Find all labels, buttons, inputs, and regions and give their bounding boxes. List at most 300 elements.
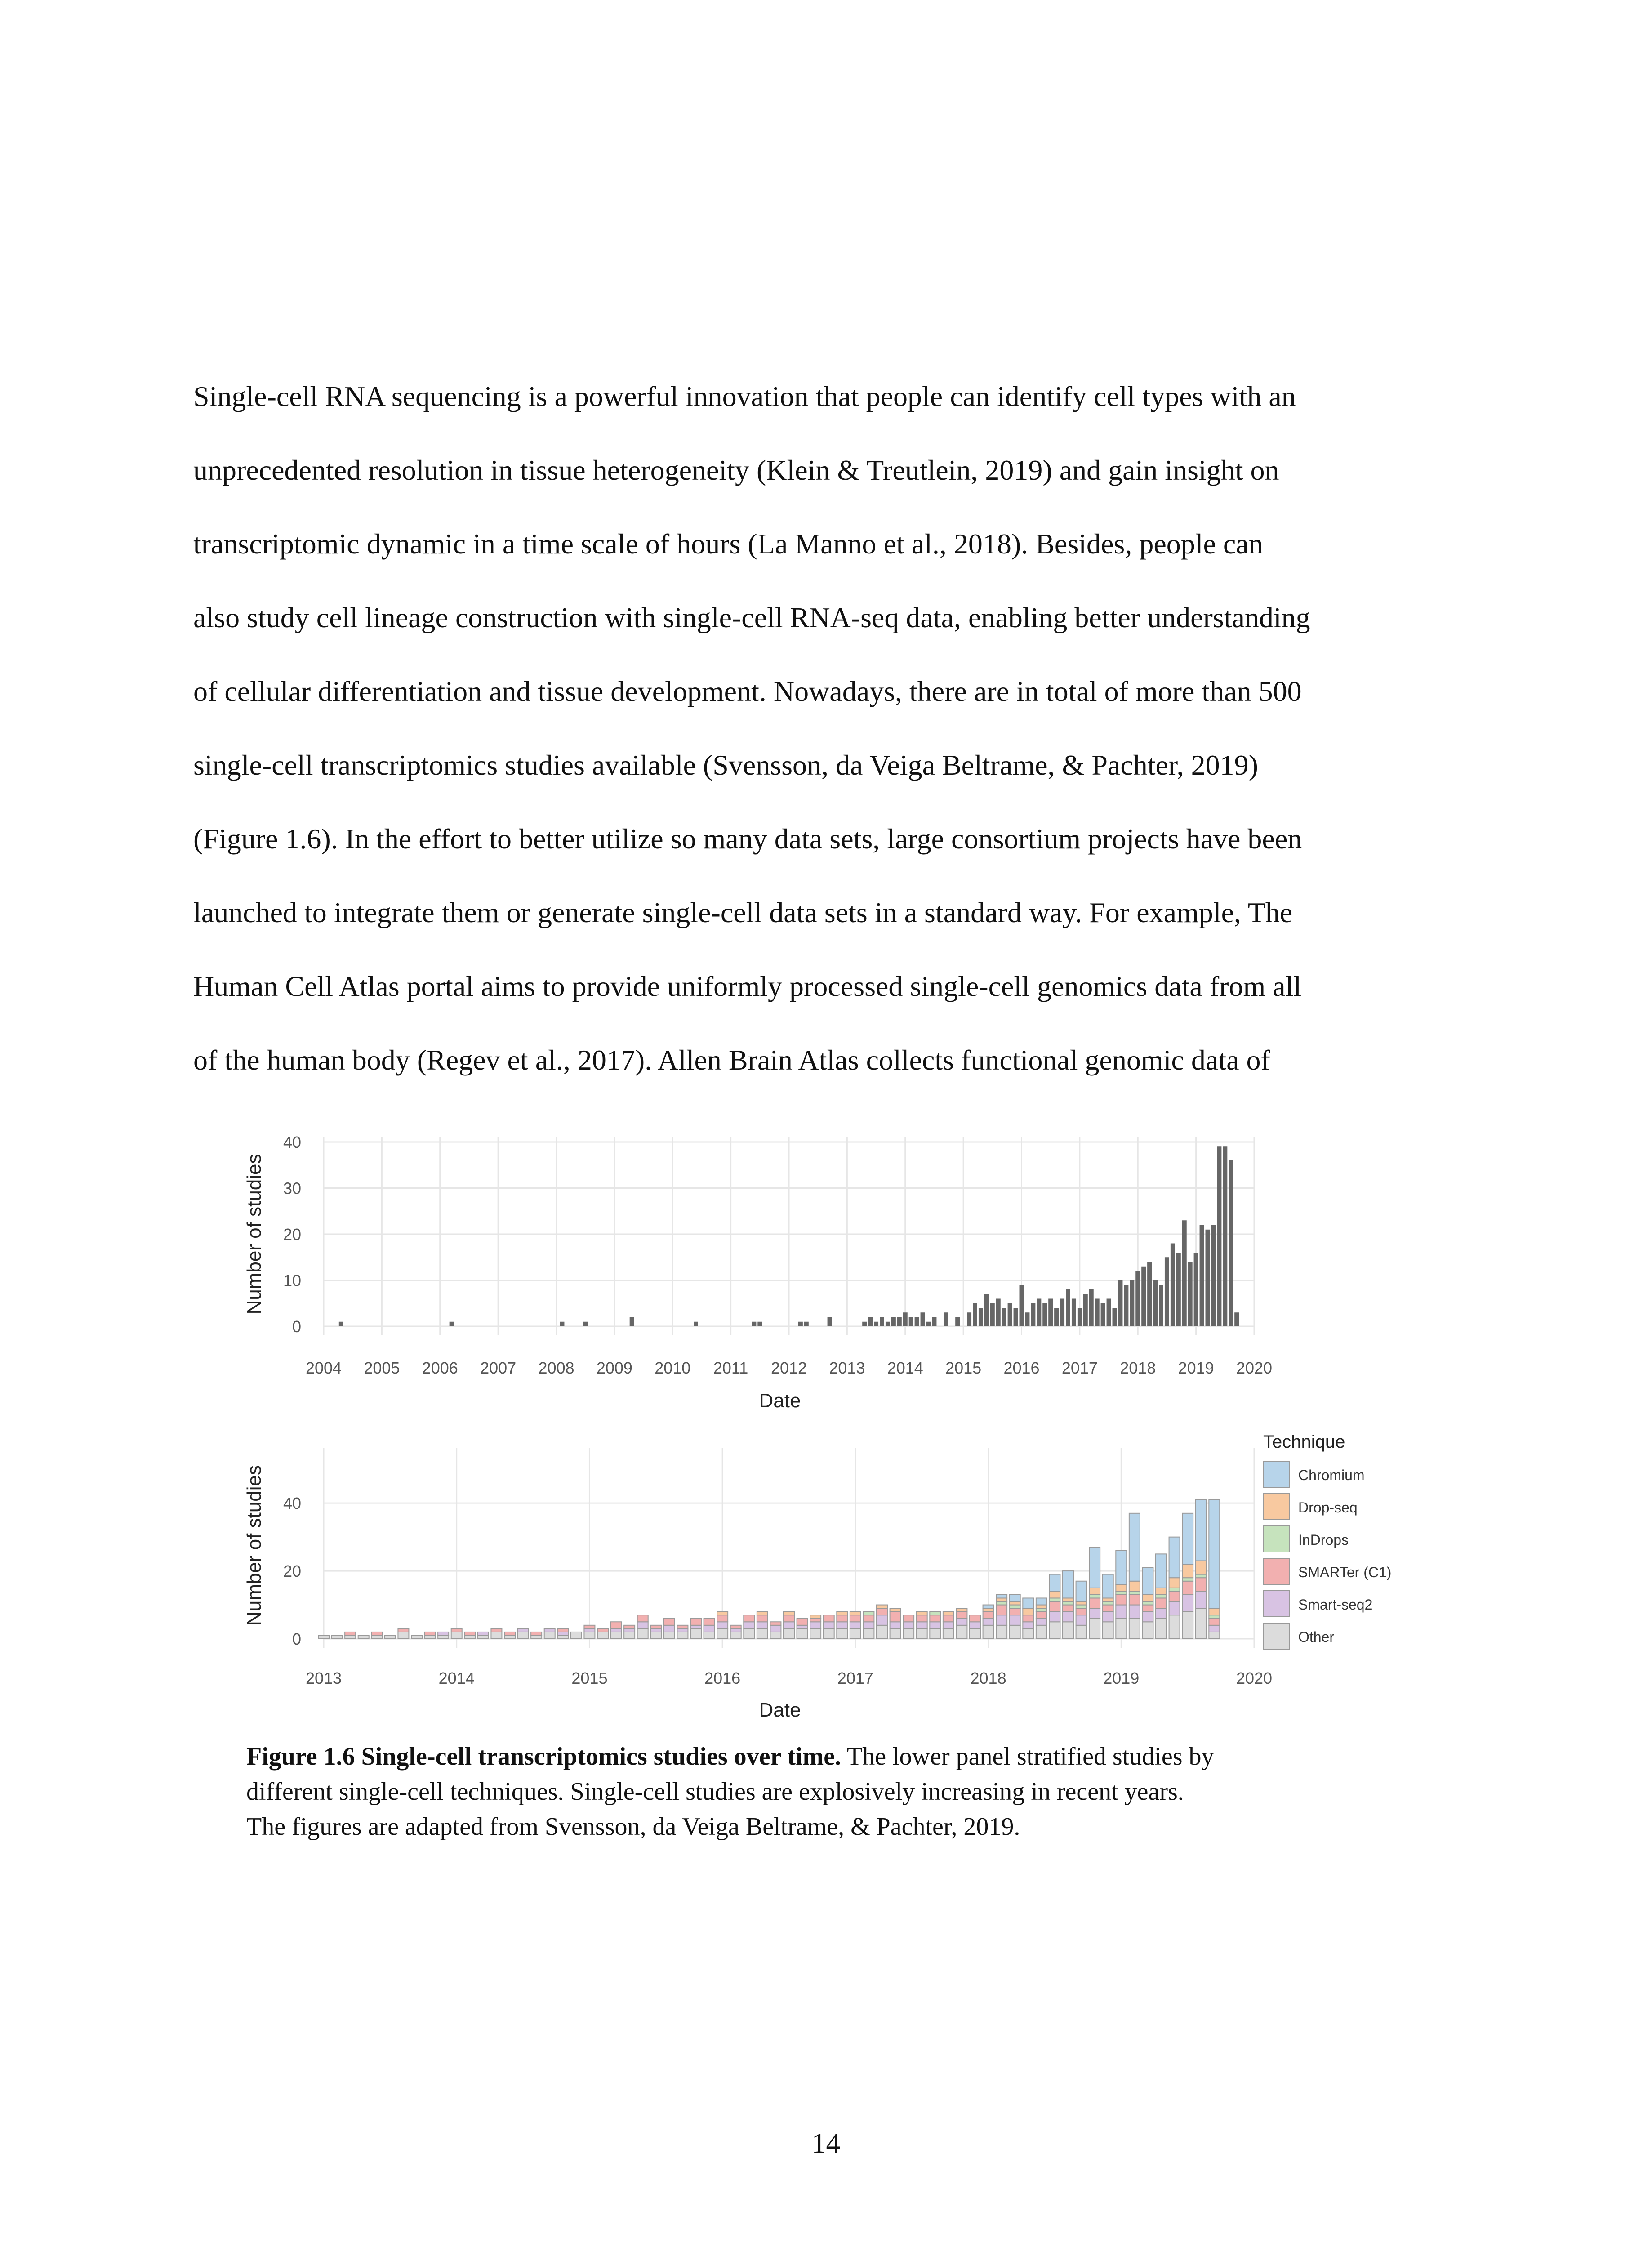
- bar: [1066, 1289, 1070, 1326]
- stacked-bar-segment: [398, 1628, 409, 1632]
- stacked-bar-segment: [1116, 1584, 1127, 1591]
- bar: [868, 1317, 873, 1327]
- stacked-bar-segment: [544, 1628, 555, 1632]
- stacked-bar-segment: [398, 1632, 409, 1639]
- stacked-bar-segment: [996, 1598, 1007, 1601]
- stacked-bar-segment: [863, 1622, 874, 1628]
- body-line: of the human body (Regev et al., 2017). Allen Brain Atlas collects functional genomic data of: [193, 1044, 1270, 1076]
- legend-swatch: [1263, 1591, 1289, 1617]
- stacked-bar-segment: [890, 1628, 901, 1639]
- bar: [909, 1317, 913, 1327]
- stacked-bar-segment: [996, 1625, 1007, 1639]
- bar: [886, 1322, 890, 1326]
- body-line: of cellular differentiation and tissue development. Nowadays, there are in total of more than 500: [193, 675, 1302, 707]
- stacked-bar-segment: [956, 1619, 967, 1625]
- y-tick-label: 40: [283, 1133, 301, 1151]
- legend-swatch: [1263, 1526, 1289, 1552]
- x-tick-label: 2016: [704, 1669, 741, 1687]
- legend-label: Drop-seq: [1298, 1499, 1358, 1516]
- bar: [339, 1322, 343, 1326]
- stacked-bar-segment: [824, 1622, 834, 1628]
- stacked-bar-segment: [1209, 1619, 1220, 1625]
- stacked-bar-segment: [318, 1635, 329, 1639]
- stacked-bar-segment: [1049, 1601, 1060, 1612]
- stacked-bar-segment: [1103, 1622, 1113, 1639]
- bar: [1083, 1294, 1088, 1326]
- figure-charts: [234, 1124, 1392, 1744]
- stacked-bar-segment: [690, 1625, 701, 1629]
- stacked-bar-segment: [837, 1628, 847, 1639]
- bar: [1176, 1253, 1181, 1326]
- stacked-bar-segment: [611, 1632, 622, 1639]
- bar: [880, 1317, 884, 1327]
- page-number: 14: [811, 2127, 841, 2159]
- stacked-bar-segment: [597, 1632, 608, 1639]
- stacked-bar-segment: [863, 1615, 874, 1622]
- stacked-bar-segment: [850, 1612, 861, 1615]
- stacked-bar-segment: [531, 1632, 542, 1636]
- stacked-bar-segment: [611, 1622, 622, 1628]
- stacked-bar-segment: [425, 1635, 436, 1639]
- bar: [967, 1312, 971, 1326]
- stacked-bar-segment: [1196, 1500, 1207, 1561]
- stacked-bar-segment: [637, 1615, 648, 1622]
- stacked-bar-segment: [1142, 1612, 1153, 1622]
- stacked-bar-segment: [1156, 1619, 1167, 1639]
- stacked-bar-segment: [903, 1622, 914, 1628]
- stacked-bar-segment: [983, 1625, 994, 1639]
- stacked-bar-segment: [1142, 1622, 1153, 1639]
- bar: [874, 1322, 878, 1326]
- stacked-bar-segment: [1010, 1625, 1020, 1639]
- stacked-bar-segment: [1196, 1591, 1207, 1608]
- bar: [694, 1322, 698, 1326]
- bar: [1037, 1299, 1041, 1327]
- bar: [1188, 1262, 1193, 1327]
- bar: [1118, 1280, 1122, 1327]
- body-line: transcriptomic dynamic in a time scale of hours (La Manno et al., 2018). Besides, people can: [193, 528, 1263, 560]
- stacked-bar-segment: [983, 1612, 994, 1619]
- caption-line-3: The figures are adapted from Svensson, da Veiga Beltrame, & Pachter, 2019.: [246, 1813, 1020, 1841]
- stacked-bar-segment: [744, 1622, 754, 1628]
- stacked-bar-segment: [650, 1628, 661, 1632]
- bar: [1141, 1267, 1146, 1326]
- y-axis-label: Number of studies: [243, 1154, 265, 1315]
- legend-label: SMARTer (C1): [1298, 1564, 1392, 1580]
- bar: [1165, 1257, 1169, 1326]
- stacked-bar-segment: [1063, 1571, 1073, 1598]
- stacked-bar-segment: [1129, 1581, 1140, 1592]
- stacked-bar-segment: [1103, 1574, 1113, 1598]
- stacked-bar-segment: [1129, 1619, 1140, 1639]
- stacked-bar-segment: [757, 1615, 768, 1622]
- stacked-bar-segment: [1023, 1628, 1033, 1639]
- stacked-bar-segment: [930, 1612, 940, 1615]
- bar: [944, 1312, 948, 1326]
- stacked-bar-segment: [930, 1622, 940, 1628]
- stacked-bar-segment: [1036, 1612, 1047, 1619]
- stacked-bar-segment: [1076, 1605, 1087, 1609]
- bar: [1206, 1230, 1210, 1326]
- body-line: Single-cell RNA sequencing is a powerful innovation that people can identify cell types with an: [193, 380, 1296, 412]
- stacked-bar-segment: [1142, 1605, 1153, 1612]
- stacked-bar-segment: [1103, 1605, 1113, 1612]
- stacked-bar-segment: [1156, 1554, 1167, 1588]
- stacked-bar-segment: [504, 1632, 515, 1636]
- stacked-bar-segment: [770, 1622, 781, 1625]
- stacked-bar-segment: [1103, 1598, 1113, 1601]
- stacked-bar-segment: [1129, 1595, 1140, 1605]
- stacked-bar-segment: [824, 1628, 834, 1639]
- bar: [583, 1322, 588, 1326]
- x-tick-label: 2013: [305, 1669, 342, 1687]
- stacked-bar-segment: [1129, 1513, 1140, 1581]
- stacked-bar-segment: [584, 1625, 595, 1629]
- y-tick-label: 20: [283, 1562, 301, 1581]
- legend-label: InDrops: [1298, 1532, 1349, 1548]
- stacked-bar-segment: [624, 1632, 635, 1639]
- stacked-bar-segment: [1169, 1578, 1180, 1588]
- stacked-bar-segment: [371, 1632, 382, 1636]
- stacked-bar-segment: [837, 1612, 847, 1615]
- stacked-bar-segment: [557, 1632, 568, 1636]
- stacked-bar-segment: [1076, 1581, 1087, 1601]
- stacked-bar-segment: [996, 1615, 1007, 1625]
- stacked-bar-segment: [624, 1625, 635, 1629]
- stacked-bar-segment: [664, 1632, 675, 1639]
- stacked-bar-segment: [677, 1632, 688, 1639]
- stacked-bar-segment: [1089, 1595, 1100, 1598]
- bar: [1124, 1285, 1128, 1326]
- legend-swatch: [1263, 1623, 1289, 1649]
- stacked-bar-segment: [757, 1628, 768, 1639]
- x-tick-label: 2020: [1236, 1669, 1273, 1687]
- stacked-bar-segment: [1023, 1598, 1033, 1608]
- x-tick-label: 2018: [970, 1669, 1006, 1687]
- stacked-bar-segment: [1049, 1591, 1060, 1598]
- stacked-bar-segment: [1156, 1588, 1167, 1595]
- bar: [1031, 1303, 1035, 1326]
- caption-line-1: [246, 1739, 1415, 1774]
- stacked-bar-segment: [1196, 1578, 1207, 1591]
- bar: [798, 1322, 803, 1326]
- x-tick-label: 2015: [571, 1669, 608, 1687]
- stacked-bar-segment: [970, 1615, 980, 1622]
- y-tick-label: 40: [283, 1494, 301, 1513]
- stacked-bar-segment: [983, 1605, 994, 1609]
- stacked-bar-segment: [784, 1628, 794, 1639]
- body-line: also study cell lineage construction with single-cell RNA-seq data, enabling better understanding: [193, 602, 1310, 633]
- x-tick-label: 2018: [1120, 1359, 1156, 1377]
- stacked-bar-segment: [358, 1635, 369, 1639]
- stacked-bar-segment: [744, 1628, 754, 1639]
- legend-title: Technique: [1263, 1432, 1345, 1452]
- stacked-bar-segment: [903, 1628, 914, 1639]
- stacked-bar-segment: [371, 1635, 382, 1639]
- stacked-bar-segment: [1076, 1601, 1087, 1605]
- stacked-bar-segment: [837, 1622, 847, 1628]
- stacked-bar-segment: [770, 1625, 781, 1632]
- x-tick-label: 2014: [887, 1359, 923, 1377]
- stacked-bar-segment: [1010, 1608, 1020, 1615]
- stacked-bar-segment: [1209, 1615, 1220, 1619]
- stacked-bar-segment: [757, 1612, 768, 1615]
- bar: [450, 1322, 454, 1326]
- bar: [752, 1322, 756, 1326]
- stacked-bar-segment: [970, 1622, 980, 1628]
- x-tick-label: 2006: [422, 1359, 458, 1377]
- caption-line-2: different single-cell techniques. Single-cell studies are explosively increasing in recent years.: [246, 1778, 1184, 1806]
- bar: [891, 1317, 896, 1327]
- legend-swatch: [1263, 1558, 1289, 1584]
- stacked-bar-segment: [624, 1628, 635, 1632]
- stacked-bar-segment: [557, 1635, 568, 1639]
- y-tick-label: 0: [292, 1317, 301, 1336]
- stacked-bar-segment: [996, 1601, 1007, 1605]
- stacked-bar-segment: [451, 1632, 462, 1639]
- bar: [1217, 1146, 1221, 1326]
- bar: [1078, 1308, 1082, 1326]
- stacked-bar-segment: [1036, 1598, 1047, 1605]
- stacked-bar-segment: [1129, 1591, 1140, 1595]
- stacked-bar-segment: [943, 1615, 954, 1622]
- bar: [921, 1312, 925, 1326]
- x-tick-label: 2019: [1103, 1669, 1140, 1687]
- bar: [955, 1317, 960, 1327]
- stacked-bar-segment: [797, 1625, 808, 1629]
- stacked-bar-segment: [1049, 1622, 1060, 1639]
- stacked-bar-segment: [478, 1635, 489, 1639]
- stacked-bar-segment: [1182, 1513, 1193, 1564]
- stacked-bar-segment: [917, 1622, 927, 1628]
- stacked-bar-segment: [597, 1628, 608, 1632]
- stacked-bar-segment: [1036, 1608, 1047, 1612]
- stacked-bar-segment: [757, 1622, 768, 1628]
- stacked-bar-segment: [1089, 1588, 1100, 1595]
- stacked-bar-segment: [1089, 1598, 1100, 1608]
- stacked-bar-segment: [1169, 1601, 1180, 1615]
- stacked-bar-segment: [943, 1628, 954, 1639]
- stacked-bar-segment: [810, 1619, 821, 1622]
- stacked-bar-segment: [584, 1632, 595, 1639]
- stacked-bar-segment: [1063, 1601, 1073, 1605]
- stacked-bar-segment: [704, 1619, 715, 1625]
- stacked-bar-segment: [1076, 1615, 1087, 1625]
- x-tick-label: 2007: [480, 1359, 517, 1377]
- stacked-bar-segment: [1010, 1601, 1020, 1605]
- stacked-bar-segment: [730, 1625, 741, 1629]
- stacked-bar-segment: [784, 1612, 794, 1615]
- stacked-bar-segment: [1116, 1551, 1127, 1584]
- bar: [1048, 1299, 1053, 1327]
- stacked-bar-segment: [1023, 1608, 1033, 1615]
- stacked-bar-segment: [1209, 1632, 1220, 1639]
- body-line: launched to integrate them or generate single-cell data sets in a standard way. For example, The: [193, 897, 1293, 928]
- bar: [979, 1308, 983, 1326]
- bar: [1072, 1299, 1076, 1327]
- stacked-bar-segment: [584, 1628, 595, 1632]
- stacked-bar-segment: [930, 1628, 940, 1639]
- stacked-bar-segment: [1169, 1537, 1180, 1578]
- stacked-bar-segment: [943, 1612, 954, 1615]
- y-tick-label: 30: [283, 1179, 301, 1198]
- body-text: [193, 360, 1474, 1097]
- bar: [1089, 1289, 1094, 1326]
- stacked-bar-segment: [1116, 1619, 1127, 1639]
- stacked-bar-segment: [850, 1628, 861, 1639]
- stacked-bar-segment: [1156, 1608, 1167, 1619]
- stacked-bar-segment: [717, 1612, 728, 1615]
- stacked-bar-segment: [1169, 1591, 1180, 1601]
- bar: [1042, 1303, 1047, 1326]
- stacked-bar-segment: [784, 1615, 794, 1622]
- stacked-bar-segment: [1182, 1581, 1193, 1595]
- stacked-bar-segment: [531, 1635, 542, 1639]
- stacked-bar-segment: [1209, 1608, 1220, 1615]
- stacked-bar-segment: [1196, 1574, 1207, 1578]
- stacked-bar-segment: [1036, 1605, 1047, 1609]
- stacked-bar-segment: [943, 1622, 954, 1628]
- stacked-bar-segment: [1142, 1601, 1153, 1605]
- legend-swatch: [1263, 1494, 1289, 1520]
- stacked-bar-segment: [544, 1632, 555, 1639]
- stacked-bar-segment: [917, 1612, 927, 1615]
- stacked-bar-segment: [1010, 1605, 1020, 1609]
- bar: [1153, 1280, 1158, 1327]
- x-axis-label: Date: [759, 1699, 801, 1721]
- caption-title: Figure 1.6 Single-cell transcriptomics studies over time.: [246, 1743, 842, 1771]
- stacked-bar-segment: [1063, 1612, 1073, 1622]
- x-tick-label: 2014: [438, 1669, 475, 1687]
- stacked-bar-segment: [557, 1628, 568, 1632]
- stacked-bar-segment: [1129, 1605, 1140, 1619]
- x-tick-label: 2004: [305, 1359, 342, 1377]
- stacked-bar-segment: [850, 1615, 861, 1622]
- bar: [1135, 1271, 1140, 1326]
- x-tick-label: 2016: [1003, 1359, 1040, 1377]
- x-tick-label: 2005: [364, 1359, 400, 1377]
- stacked-bar-segment: [1209, 1500, 1220, 1608]
- bar: [1211, 1225, 1216, 1327]
- stacked-bar-segment: [1182, 1564, 1193, 1578]
- x-tick-label: 2012: [770, 1359, 807, 1377]
- stacked-bar-segment: [464, 1632, 475, 1636]
- stacked-bar-segment: [345, 1632, 356, 1636]
- stacked-bar-segment: [730, 1628, 741, 1632]
- bar: [973, 1303, 977, 1326]
- stacked-bar-segment: [810, 1628, 821, 1639]
- stacked-bar-segment: [1142, 1595, 1153, 1601]
- stacked-bar-segment: [1049, 1574, 1060, 1592]
- bar: [915, 1317, 919, 1327]
- stacked-bar-segment: [1182, 1595, 1193, 1612]
- stacked-bar-segment: [345, 1635, 356, 1639]
- legend-label: Chromium: [1298, 1467, 1365, 1483]
- x-tick-label: 2009: [596, 1359, 632, 1377]
- stacked-bar-segment: [890, 1622, 901, 1628]
- stacked-bar-segment: [863, 1628, 874, 1639]
- stacked-bar-segment: [1076, 1625, 1087, 1639]
- bar: [1101, 1303, 1105, 1326]
- stacked-bar-segment: [917, 1628, 927, 1639]
- stacked-bar-segment: [850, 1622, 861, 1628]
- bar: [1008, 1303, 1012, 1326]
- bar: [990, 1303, 995, 1326]
- stacked-bar-segment: [996, 1595, 1007, 1598]
- figure-1-6: [234, 1124, 1392, 1744]
- stacked-bar-segment: [996, 1605, 1007, 1615]
- legend-label: Other: [1298, 1629, 1335, 1645]
- stacked-bar-segment: [1049, 1598, 1060, 1601]
- stacked-bar-segment: [744, 1615, 754, 1622]
- stacked-bar-segment: [1063, 1598, 1073, 1601]
- y-tick-label: 10: [283, 1271, 301, 1290]
- stacked-bar-segment: [1182, 1612, 1193, 1639]
- bar: [903, 1312, 908, 1326]
- stacked-bar-segment: [1089, 1619, 1100, 1639]
- stacked-bar-segment: [637, 1628, 648, 1639]
- legend-label: Smart-seq2: [1298, 1597, 1373, 1613]
- stacked-bar-segment: [1196, 1608, 1207, 1639]
- y-tick-label: 20: [283, 1225, 301, 1244]
- stacked-bar-segment: [983, 1619, 994, 1625]
- stacked-bar-segment: [677, 1625, 688, 1629]
- bar: [1002, 1308, 1006, 1326]
- stacked-bar-segment: [810, 1615, 821, 1619]
- stacked-bar-segment: [385, 1635, 396, 1639]
- stacked-bar-segment: [717, 1615, 728, 1622]
- bar: [862, 1322, 867, 1326]
- stacked-bar-segment: [1116, 1591, 1127, 1595]
- stacked-bar-segment: [1169, 1615, 1180, 1639]
- bar: [1171, 1244, 1175, 1327]
- stacked-bar-segment: [863, 1612, 874, 1615]
- bar: [1113, 1308, 1117, 1326]
- stacked-bar-segment: [824, 1615, 834, 1622]
- stacked-bar-segment: [1076, 1608, 1087, 1615]
- stacked-bar-segment: [571, 1632, 582, 1639]
- stacked-bar-segment: [930, 1615, 940, 1622]
- stacked-bar-segment: [1103, 1612, 1113, 1622]
- stacked-bar-segment: [717, 1628, 728, 1639]
- bar: [757, 1322, 762, 1326]
- caption-text: The lower panel stratified studies by: [841, 1743, 1214, 1771]
- stacked-bar-segment: [770, 1632, 781, 1639]
- stacked-bar-segment: [797, 1628, 808, 1639]
- bar: [630, 1317, 634, 1327]
- stacked-bar-segment: [332, 1635, 343, 1639]
- bar: [1147, 1262, 1152, 1327]
- stacked-bar-segment: [690, 1619, 701, 1625]
- body-line: single-cell transcriptomics studies available (Svensson, da Veiga Beltrame, & Pachter, 2019): [193, 749, 1258, 781]
- stacked-bar-segment: [425, 1632, 436, 1636]
- stacked-bar-segment: [890, 1608, 901, 1612]
- stacked-bar-segment: [1089, 1608, 1100, 1619]
- stacked-bar-segment: [637, 1622, 648, 1628]
- stacked-bar-segment: [664, 1625, 675, 1632]
- y-axis-label: Number of studies: [243, 1465, 265, 1626]
- stacked-bar-segment: [1010, 1615, 1020, 1625]
- stacked-bar-segment: [664, 1619, 675, 1625]
- stacked-bar-segment: [837, 1615, 847, 1622]
- stacked-bar-segment: [1196, 1561, 1207, 1574]
- stacked-bar-segment: [1156, 1595, 1167, 1598]
- x-tick-label: 2013: [829, 1359, 865, 1377]
- legend-swatch: [1263, 1461, 1289, 1487]
- stacked-bar-segment: [451, 1628, 462, 1632]
- bar: [1159, 1285, 1163, 1326]
- stacked-bar-segment: [650, 1632, 661, 1639]
